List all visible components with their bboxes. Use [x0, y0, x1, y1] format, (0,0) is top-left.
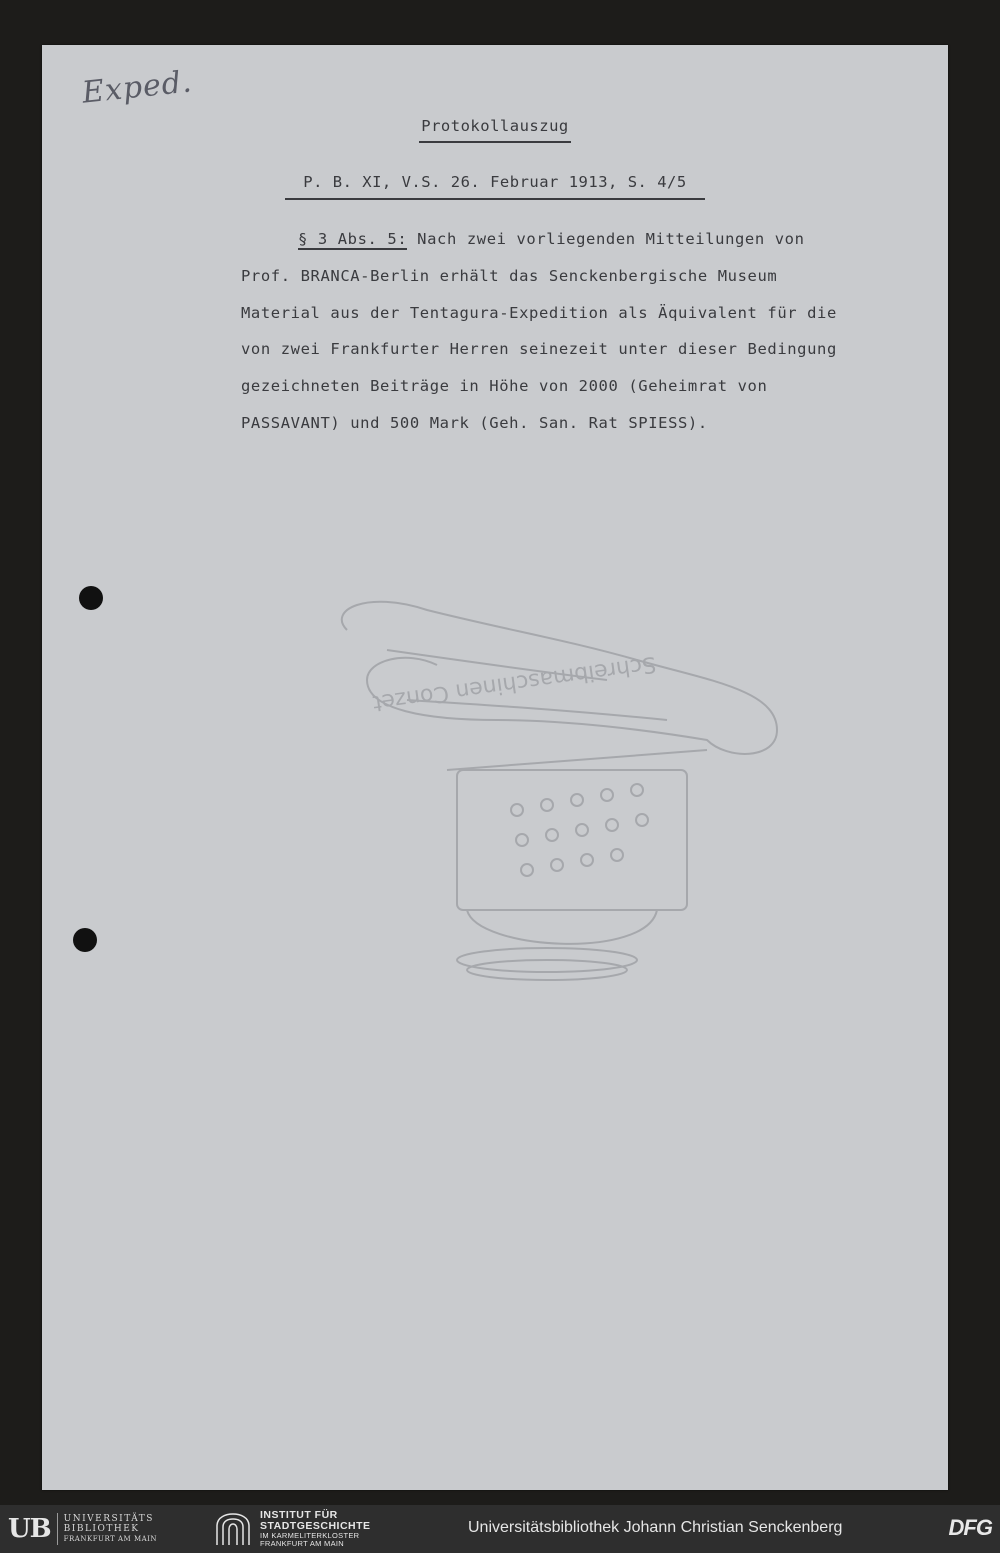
body-line-2: Prof. BRANCA-Berlin erhält das Senckenbergische Museum	[241, 266, 778, 285]
ub-mark: UB	[8, 1514, 51, 1544]
isg-logo[interactable]	[214, 1511, 371, 1547]
footer-library-title: Universitätsbibliothek Johann Christian Senckenberg	[468, 1519, 843, 1536]
handwritten-note: Exped.	[80, 64, 195, 111]
isg-line-3: IM KARMELITERKLOSTER	[260, 1531, 360, 1540]
footer-bar	[0, 1505, 1000, 1553]
body-line-6: PASSAVANT) und 500 Mark (Geh. San. Rat SPIESS).	[241, 413, 708, 432]
ub-line-1: UNIVERSITÄTS	[63, 1514, 154, 1524]
document-reference-text: P. B. XI, V.S. 26. Februar 1913, S. 4/5	[285, 173, 704, 200]
punch-hole-lower	[73, 928, 97, 952]
document-title-text: Protokollauszug	[419, 117, 570, 143]
ub-logo[interactable]	[8, 1511, 157, 1547]
body-line-5: gezeichneten Beiträge in Höhe von 2000 (Geheimrat von	[241, 377, 768, 396]
ub-divider	[57, 1513, 58, 1545]
isg-line-4: FRANKFURT AM MAIN	[260, 1539, 344, 1548]
document-body	[241, 221, 941, 442]
ub-line-2: BIBLIOTHEK	[63, 1524, 140, 1534]
stamp-text: Schreibmaschinen Conzet	[371, 650, 658, 716]
body-line-3: Material aus der Tentagura-Expedition als Äquivalent für die	[241, 303, 837, 322]
arch-icon	[214, 1512, 252, 1546]
ub-line-3: FRANKFURT AM MAIN	[63, 1535, 158, 1543]
punch-hole-upper	[79, 586, 103, 610]
ub-text	[64, 1514, 157, 1544]
dfg-logo[interactable]: DFG	[948, 1515, 992, 1540]
isg-line-2: STADTGESCHICHTE	[260, 1520, 371, 1532]
typewriter-watermark-stamp	[307, 570, 787, 990]
isg-text	[260, 1510, 371, 1548]
document-page	[42, 45, 948, 1490]
document-reference	[42, 173, 948, 200]
body-line-4: von zwei Frankfurter Herren seinezeit unter dieser Bedingung	[241, 340, 837, 359]
isg-line-1: INSTITUT FÜR	[260, 1509, 338, 1521]
document-title	[42, 117, 948, 143]
paragraph-reference: § 3 Abs. 5:	[298, 230, 408, 248]
body-line-1: Nach zwei vorliegenden Mitteilungen von	[407, 230, 805, 248]
